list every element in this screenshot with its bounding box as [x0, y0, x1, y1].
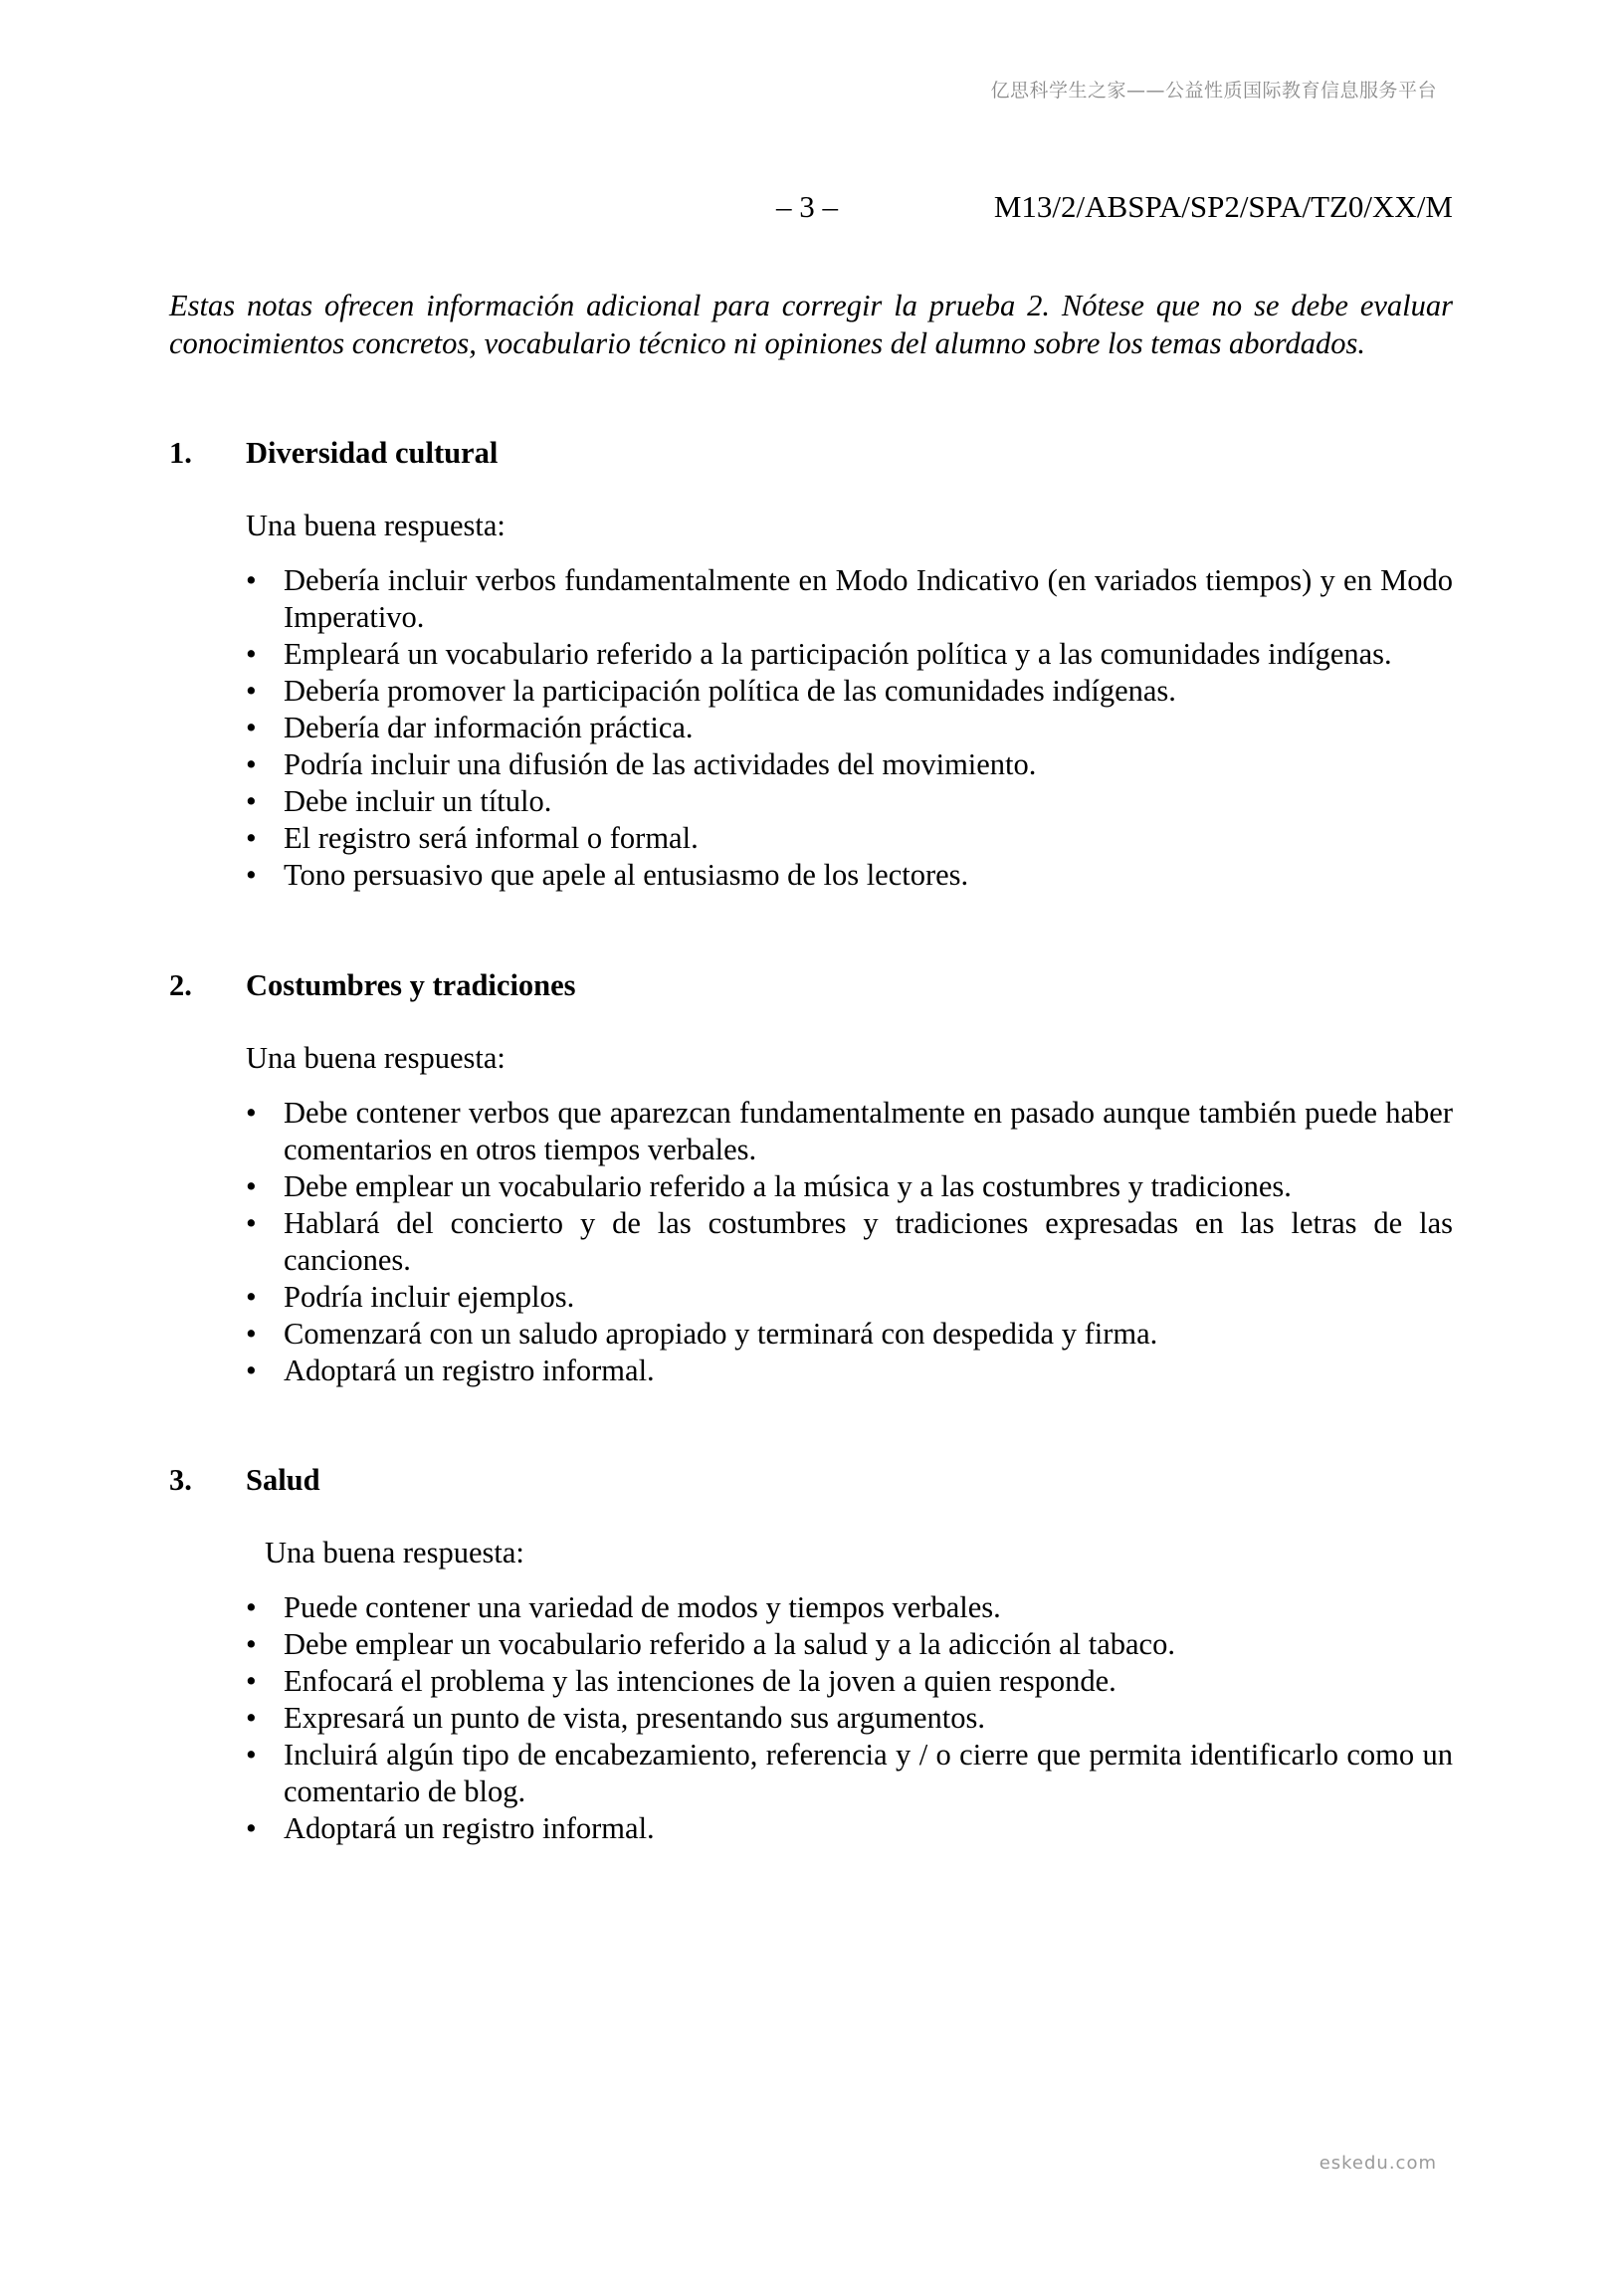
list-item-text: Puede contener una variedad de modos y tiempos verbales. [284, 1590, 1001, 1624]
list-item-text: Podría incluir ejemplos. [284, 1280, 575, 1314]
list-item-text: Debería dar información práctica. [284, 711, 694, 744]
section-number: 3. [169, 1463, 192, 1497]
list-item [246, 1316, 1453, 1353]
bullet-icon: • [246, 1738, 257, 1772]
list-item [246, 562, 1453, 636]
list-item-text: Debe emplear un vocabulario referido a la música y a las costumbres y tradiciones. [284, 1169, 1292, 1203]
bullet-icon: • [246, 1627, 257, 1661]
list-item-text: Debe incluir un título. [284, 784, 552, 818]
intro-note: Estas notas ofrecen información adicional para corregir la prueba 2. Nótese que no se debe evaluar conocimientos concretos, vocabulario técnico ni opiniones del alumno sobre los temas abordados. [169, 289, 1453, 360]
section-lead: Una buena respuesta: [246, 509, 506, 542]
list-item [246, 1279, 1453, 1316]
list-item [246, 1626, 1453, 1663]
list-item [246, 1810, 1453, 1847]
section-title: Diversidad cultural [246, 436, 499, 470]
list-item [246, 820, 1453, 857]
page-number: – 3 – [776, 189, 838, 224]
section-heading [169, 968, 1453, 1008]
list-item-text: Empleará un vocabulario referido a la participación política y a las comunidades indígenas. [284, 637, 1392, 671]
bullet-icon: • [246, 1590, 257, 1624]
bullet-list [246, 1589, 1453, 1847]
list-item [246, 673, 1453, 710]
bullet-icon: • [246, 1206, 257, 1240]
bullet-icon: • [246, 1096, 257, 1130]
bullet-icon: • [246, 1169, 257, 1203]
list-item [246, 783, 1453, 820]
list-item [246, 1700, 1453, 1737]
section-lead: Una buena respuesta: [246, 1041, 506, 1075]
list-item [246, 1589, 1453, 1626]
list-item [246, 710, 1453, 746]
list-item-text: Tono persuasivo que apele al entusiasmo de los lectores. [284, 858, 969, 892]
bullet-icon: • [246, 563, 257, 597]
list-item-text: Debe emplear un vocabulario referido a la salud y a la adicción al tabaco. [284, 1627, 1175, 1661]
document-code: M13/2/ABSPA/SP2/SPA/TZ0/XX/M [993, 189, 1453, 224]
section-heading [169, 436, 1453, 476]
bullet-icon: • [246, 1317, 257, 1351]
list-item [246, 1737, 1453, 1810]
section-lead: Una buena respuesta: [265, 1536, 524, 1569]
list-item-text: Debería promover la participación política de las comunidades indígenas. [284, 674, 1176, 708]
section-title: Salud [246, 1463, 320, 1497]
list-item [246, 1663, 1453, 1700]
list-item-text: Expresará un punto de vista, presentando sus argumentos. [284, 1701, 986, 1735]
bullet-icon: • [246, 784, 257, 818]
section-number: 2. [169, 968, 192, 1002]
bullet-icon: • [246, 1811, 257, 1845]
list-item-text: Enfocará el problema y las intenciones de la joven a quien responde. [284, 1664, 1116, 1698]
list-item-text: Hablará del concierto y de las costumbres y tradiciones expresadas en las letras de las canciones. [284, 1206, 1453, 1277]
bullet-icon: • [246, 674, 257, 708]
list-item [246, 1168, 1453, 1205]
list-item [246, 1095, 1453, 1168]
section-costumbres-y-tradiciones [169, 968, 1453, 1389]
list-item [246, 1205, 1453, 1279]
list-item-text: Adoptará un registro informal. [284, 1354, 655, 1387]
list-item-text: Debería incluir verbos fundamentalmente en Modo Indicativo (en variados tiempos) y en Modo Imperativo. [284, 563, 1453, 634]
bullet-icon: • [246, 711, 257, 744]
list-item-text: Comenzará con un saludo apropiado y terminará con despedida y firma. [284, 1317, 1158, 1351]
page-header [776, 189, 1453, 229]
section-diversidad-cultural [169, 436, 1453, 894]
bullet-icon: • [246, 1664, 257, 1698]
list-item [246, 746, 1453, 783]
list-item-text: Podría incluir una difusión de las actividades del movimiento. [284, 747, 1037, 781]
bullet-icon: • [246, 747, 257, 781]
watermark-bottom: eskedu.com [1319, 2153, 1437, 2174]
list-item-text: Incluirá algún tipo de encabezamiento, referencia y / o cierre que permita identificarlo como un comentario de blog. [284, 1738, 1453, 1808]
watermark-top: 亿思科学生之家——公益性质国际教育信息服务平台 [990, 80, 1437, 102]
list-item [246, 857, 1453, 894]
bullet-icon: • [246, 1354, 257, 1387]
bullet-icon: • [246, 637, 257, 671]
list-item-text: Debe contener verbos que aparezcan fundamentalmente en pasado aunque también puede haber comentarios en otros tiempos verbales. [284, 1096, 1453, 1166]
list-item [246, 1353, 1453, 1389]
bullet-icon: • [246, 858, 257, 892]
list-item-text: Adoptará un registro informal. [284, 1811, 655, 1845]
bullet-icon: • [246, 821, 257, 855]
list-item-text: El registro será informal o formal. [284, 821, 699, 855]
bullet-icon: • [246, 1280, 257, 1314]
bullet-list [246, 1095, 1453, 1389]
list-item [246, 636, 1453, 673]
bullet-icon: • [246, 1701, 257, 1735]
bullet-list [246, 562, 1453, 894]
section-salud [169, 1463, 1453, 1847]
section-heading [169, 1463, 1453, 1503]
section-number: 1. [169, 436, 192, 470]
section-title: Costumbres y tradiciones [246, 968, 576, 1002]
